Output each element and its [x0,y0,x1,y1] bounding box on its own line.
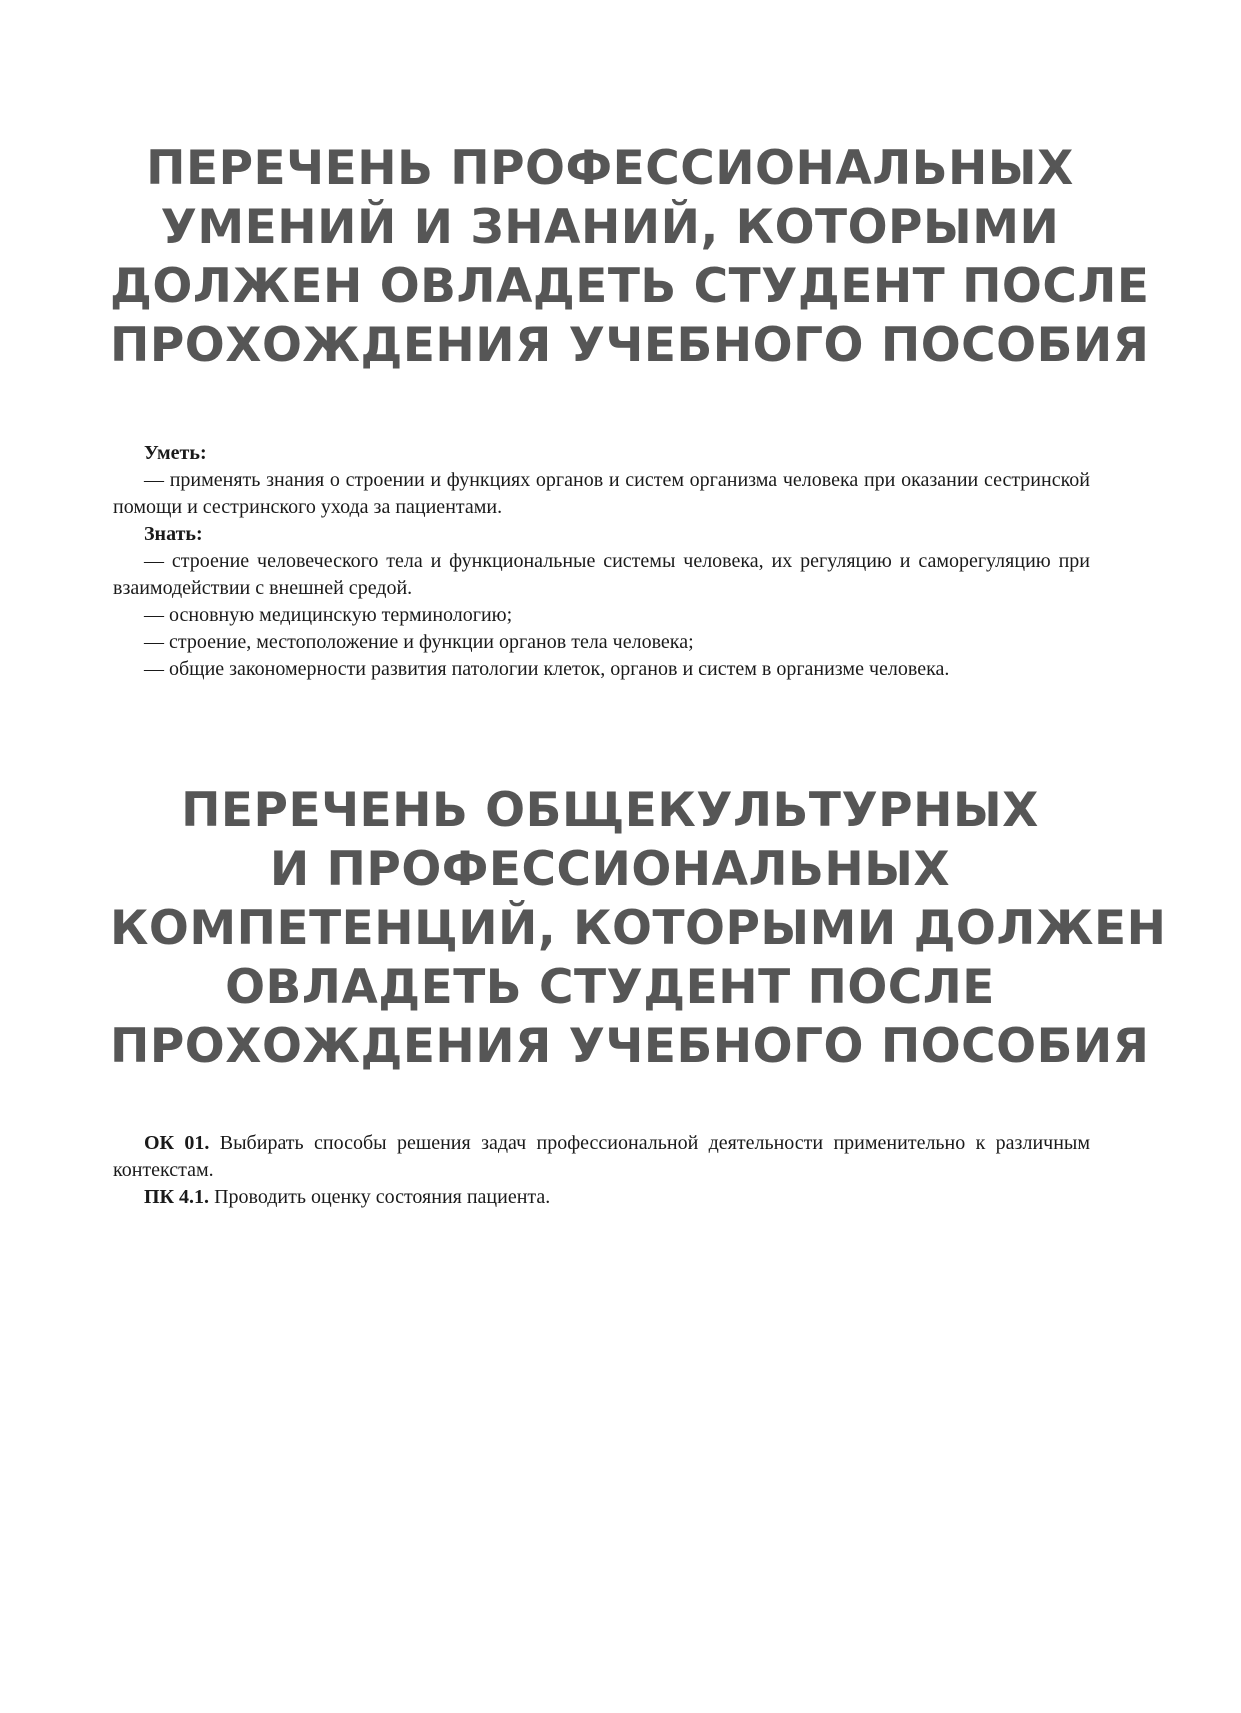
znat-item: — общие закономерности развития патологии клеток, органов и систем в организме человека. [144,658,950,680]
heading-skills-knowledge [110,139,1150,375]
skills-section [113,440,1090,683]
competency-text: Выбирать способы решения задач профессиональной деятельности применительно к различным контекстам. [113,1132,1090,1181]
competencies-section [113,1130,1090,1211]
heading-competencies [110,781,1167,1076]
heading-line: ПРОХОЖДЕНИЯ УЧЕБНОГО ПОСОБИЯ [110,318,1150,373]
heading-line: ПЕРЕЧЕНЬ ОБЩЕКУЛЬТУРНЫХ [181,783,1039,838]
umet-label: Уметь: [144,442,207,464]
heading-line: ПРОХОЖДЕНИЯ УЧЕБНОГО ПОСОБИЯ [110,1019,1150,1074]
competency-text: Проводить оценку состояния пациента. [209,1186,551,1208]
znat-label: Знать: [144,523,203,545]
competency-code: ПК 4.1. [144,1186,210,1208]
heading-line: ПЕРЕЧЕНЬ ПРОФЕССИОНАЛЬНЫХ [146,141,1074,196]
heading-line: УМЕНИЙ И ЗНАНИЙ, КОТОРЫМИ [160,200,1060,255]
competency-code: ОК 01. [144,1132,210,1154]
umet-item: — применять знания о строении и функциях органов и систем организма человека при оказании сестринской помощи и сестринского ухода за пациентами. [113,469,1090,518]
znat-item: — основную медицинскую терминологию; [144,604,513,626]
competency-item [113,1130,1090,1184]
znat-item: — строение человеческого тела и функциональные системы человека, их регуляцию и саморегуляцию при взаимодействии с внешней средой. [113,550,1090,599]
heading-line: И ПРОФЕССИОНАЛЬНЫХ [269,842,951,897]
competency-item [113,1184,1090,1211]
znat-item: — строение, местоположение и функции органов тела человека; [144,631,694,653]
heading-line: ОВЛАДЕТЬ СТУДЕНТ ПОСЛЕ [225,960,995,1015]
heading-line: ДОЛЖЕН ОВЛАДЕТЬ СТУДЕНТ ПОСЛЕ [110,259,1150,314]
heading-line: КОМПЕТЕНЦИЙ, КОТОРЫМИ ДОЛЖЕН [110,901,1167,956]
